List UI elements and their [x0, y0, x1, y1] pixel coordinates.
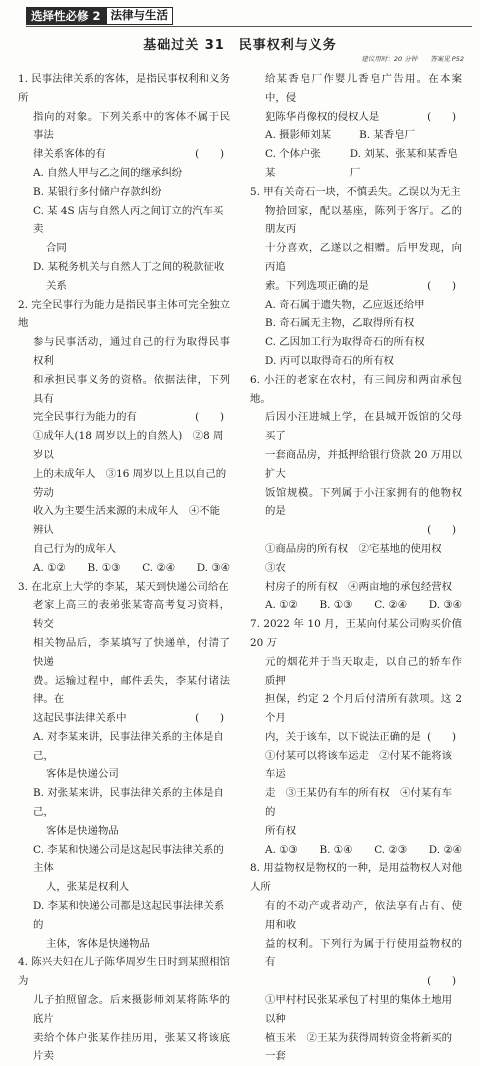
question-stem	[250, 972, 462, 991]
question-stem: 律关系客体的有 ( )	[18, 145, 230, 164]
option-d: D. 某税务机关与自然人丁之间的税款征收	[33, 260, 225, 273]
question-stem: 索。下列选项正确的是 ( )	[250, 277, 462, 296]
options-row	[18, 559, 230, 578]
question-stem: 有的不动产或者动产，依法享有占有、使用和收	[265, 900, 462, 931]
question-stem: 4. 陈兴夫妇在儿子陈华周岁生日时到某照相馆为	[18, 956, 230, 988]
statement-line: ①甲村村民张某承包了村里的集体土地用以种	[265, 994, 453, 1025]
option-c: C. ②④	[142, 561, 176, 574]
question-7	[250, 615, 462, 859]
option-a: A. 奇石属于遗失物，乙应返还给甲	[265, 298, 425, 311]
option-c-cont: 人，张某是权利人	[46, 881, 130, 894]
options-row	[250, 596, 462, 615]
statement-line: ①成年人(18 周岁以上的自然人) ②8 周岁以	[33, 430, 224, 461]
option-c-cont: 合同	[46, 242, 67, 255]
statement-line: 上的未成年人 ③16 周岁以上且以自己的劳动	[33, 467, 227, 499]
question-stem: 2. 完全民事行为能力是指民事主体可完全独立地	[18, 298, 230, 330]
option-d-cont: 关系	[46, 279, 67, 292]
option-d: D. ③④	[196, 561, 230, 574]
statement-line: 自己行为的成年人	[33, 542, 117, 555]
page-title: 基础过关 31 民事权利与义务	[143, 38, 337, 53]
option-b: B. 某银行多付储户存款纠纷	[33, 185, 162, 198]
option-d: D. 刘某、张某和某香皂厂	[349, 148, 458, 179]
answer-bracket: ( )	[427, 975, 456, 988]
question-8	[250, 859, 462, 1066]
question-stem: 老家上高三的表弟张某寄高考复习资料，转交	[33, 599, 230, 631]
option-d: D. ③④	[428, 599, 462, 612]
answer-bracket: ( )	[195, 411, 224, 424]
option-b: B. ①④	[319, 843, 353, 856]
statement-line: 走 ③王某仍有车的所有权 ④付某有车的	[265, 787, 453, 819]
statement-line: 村房子的所有权 ④两亩地的承包经营权	[265, 580, 453, 593]
question-stem: 益的权利。下列行为属于行使用益物权的有	[265, 937, 462, 969]
answer-bracket: ( )	[427, 279, 456, 292]
question-stem: 元的烟花并于当天取走，以自己的轿车作质押	[265, 655, 462, 687]
options-row	[250, 841, 462, 860]
option-c: C. 乙因加工行为取得奇石的所有权	[265, 336, 425, 349]
question-stem: 完全民事行为能力的有 ( )	[18, 408, 230, 427]
question-stem: 后因小汪进城上学，在县城开饭馆的父母买了	[265, 411, 462, 443]
question-stem: 担保，约定 2 个月后付清所有款项。这 2 个月	[265, 693, 462, 725]
option-d: D. 丙可以取得奇石的所有权	[265, 354, 394, 367]
option-b: B. 奇石属无主物，乙取得所有权	[265, 317, 415, 330]
option-c: C. ②④	[374, 599, 408, 612]
answer-bracket: ( )	[195, 712, 224, 725]
answer-bracket: ( )	[427, 730, 456, 743]
option-a: A. 自然人甲与乙之间的继承纠纷	[33, 166, 183, 179]
option-a: A. ①②	[265, 599, 298, 612]
question-stem: 指向的对象。下列关系中的客体不属于民事法	[33, 110, 230, 142]
question-stem: 一套商品房，并抵押给银行贷款 20 万用以扩大	[265, 448, 462, 480]
statement-line: ①商品房的所有权 ②宅基地的使用权 ③农	[265, 542, 453, 574]
question-stem: 6. 小汪的老家在农村，有三间房和两亩承包地。	[250, 373, 462, 405]
statement-line: 植玉米 ②王某为获得周转资金将新买的一套	[265, 1031, 453, 1063]
question-stem: 费。运输过程中，邮件丢失，李某付诸法律。在	[33, 674, 230, 706]
question-stem: 卖给个体户张某作挂历用，张某又将该底片卖	[33, 1031, 230, 1063]
question-3	[18, 578, 230, 954]
question-stem	[250, 521, 462, 540]
option-a: A. 对李某来讲，民事法律关系的主体是自己，	[33, 730, 224, 762]
subject-badge: 法律与生活	[106, 7, 174, 25]
question-stem: 参与民事活动，通过自己的行为取得民事权利	[33, 336, 230, 367]
question-4-continued	[250, 70, 462, 183]
question-stem: 相关物品后，李某填写了快递单，付清了快递	[33, 636, 230, 668]
question-stem: 7. 2022 年 10 月，王某向付某公司购买价值 20 万	[250, 618, 462, 649]
question-stem: 5. 甲有关奇石一块，不慎丢失。乙误以为无主	[250, 185, 461, 198]
option-a-cont: 客体是快递公司	[46, 768, 119, 781]
question-stem: 和承担民事义务的资格。依据法律，下列具有	[33, 373, 230, 405]
section-header	[26, 7, 173, 25]
answer-bracket: ( )	[427, 524, 456, 537]
option-b: B. ①③	[319, 599, 353, 612]
option-b-cont: 客体是快递物品	[46, 824, 119, 837]
options-row	[250, 126, 462, 145]
right-column	[250, 70, 462, 1066]
question-4	[18, 953, 230, 1066]
question-stem: 内，关于该车，以下说法正确的是 ( )	[250, 728, 462, 747]
options-row	[250, 145, 462, 183]
question-6	[250, 371, 462, 615]
statement-line: ①付某可以将该车运走 ②付某不能将该车运	[265, 749, 453, 781]
header-rule	[26, 26, 472, 27]
question-stem: 物拾回家，配以基座，陈列于客厅。乙的朋友丙	[265, 204, 462, 236]
course-badge: 选择性必修 2	[26, 7, 106, 25]
left-column	[18, 70, 230, 1066]
option-a: A. ①③	[265, 843, 298, 856]
option-b: B. 某香皂厂	[359, 129, 415, 142]
question-stem: 儿子拍照留念。后来摄影师刘某将陈华的底片	[33, 994, 230, 1025]
question-stem: 十分喜欢，乙遂以之相赠。后甲发现，向丙追	[265, 242, 462, 273]
option-c: C. ②③	[374, 843, 408, 856]
option-d-cont: 主体，客体是快递物品	[46, 937, 150, 950]
answer-bracket: ( )	[195, 148, 224, 161]
question-1	[18, 70, 230, 296]
statement-line: 收入为主要生活来源的未成年人 ④不能辨认	[33, 505, 221, 537]
question-stem: 这起民事法律关系中 ( )	[18, 709, 230, 728]
option-c: C. 某 4S 店与自然人丙之间订立的汽车买卖	[33, 204, 224, 236]
option-b: B. ①③	[87, 561, 121, 574]
question-stem: 饭馆规模。下列属于小汪家拥有的他物权的是	[265, 486, 462, 518]
time-answer-note: 建议用时：20 分钟 答案见 P52	[361, 55, 464, 63]
question-stem: 犯陈华肖像权的侵权人是 ( )	[250, 108, 462, 127]
question-5	[250, 183, 462, 371]
question-stem: 8. 用益物权是物权的一种，是用益物权人对他人所	[250, 862, 462, 894]
option-b: B. 对张某来讲，民事法律关系的主体是自己，	[33, 787, 224, 819]
question-stem: 3. 在北京上大学的李某，某天到快递公司给在	[18, 580, 229, 593]
answer-bracket: ( )	[427, 110, 456, 123]
question-stem: 1. 民事法律关系的客体，是指民事权利和义务所	[18, 73, 230, 104]
option-a: A. ①②	[33, 561, 66, 574]
option-d: D. ②④	[428, 843, 462, 856]
option-c: C. 李某和快递公司是这起民事法律关系的主体	[33, 843, 224, 875]
option-a: A. 摄影师刘某	[265, 129, 332, 142]
question-2	[18, 296, 230, 578]
question-stem: 给某香皂厂作婴儿香皂广告用。在本案中，侵	[265, 73, 462, 104]
option-c: C. 个体户张某	[265, 148, 321, 179]
option-d: D. 李某和快递公司都是这起民事法律关系的	[33, 900, 225, 931]
statement-line: 所有权	[265, 824, 297, 837]
